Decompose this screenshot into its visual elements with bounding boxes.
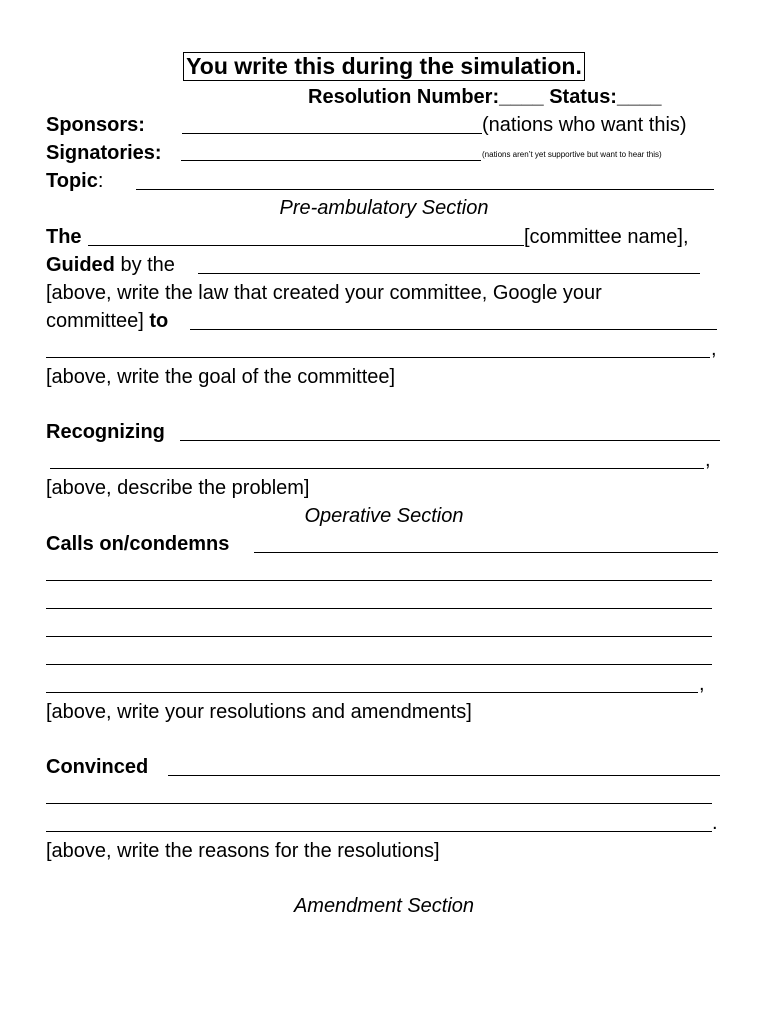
guided-rest: by the: [114, 254, 175, 276]
worksheet-title: [0, 52, 768, 81]
calls-blank-5[interactable]: [46, 664, 712, 665]
convinced-label: Convinced: [46, 756, 149, 778]
recognizing-blank-2[interactable]: [50, 468, 704, 469]
recognizing-blank-1[interactable]: [180, 440, 720, 441]
committee-to-line: [46, 309, 168, 333]
committee-name-note: [committee name],: [524, 226, 689, 248]
calls-blank-2[interactable]: [46, 580, 712, 581]
topic-blank[interactable]: [136, 189, 714, 190]
topic-label: Topic: [46, 170, 98, 192]
guided-word: Guided: [46, 254, 115, 276]
committee-name-blank[interactable]: [88, 245, 524, 246]
sponsors-label: Sponsors:: [46, 114, 145, 136]
law-instruction: [above, write the law that created your committee, Google your: [46, 282, 602, 304]
signatories-label: Signatories:: [46, 142, 162, 164]
problem-instruction: [above, describe the problem]: [46, 477, 310, 499]
amendment-heading: Amendment Section: [293, 895, 475, 917]
title-box: You write this during the simulation.: [183, 52, 585, 81]
calls-comma: ,: [699, 673, 705, 695]
status-blank[interactable]: ____: [616, 86, 662, 108]
the-label: The: [46, 226, 82, 248]
topic-colon: :: [97, 170, 104, 192]
goal-blank-1[interactable]: [190, 329, 717, 330]
convinced-blank-2[interactable]: [46, 803, 712, 804]
calls-blank-4[interactable]: [46, 636, 712, 637]
signatories-note: (nations aren’t yet supportive but want to hear this): [482, 150, 662, 159]
sponsors-note: (nations who want this): [482, 114, 687, 136]
calls-blank-1[interactable]: [254, 552, 718, 553]
to-word: to: [149, 310, 169, 332]
operative-heading: Operative Section: [304, 505, 464, 527]
resolution-number-blank[interactable]: ____: [499, 86, 544, 108]
sponsors-blank[interactable]: [182, 133, 482, 134]
recognizing-label: Recognizing: [46, 421, 165, 443]
preambulatory-heading: Pre-ambulatory Section: [279, 197, 489, 219]
calls-label: Calls on/condemns: [46, 533, 230, 555]
calls-blank-6[interactable]: [46, 692, 698, 693]
resolution-status-line: [308, 85, 661, 109]
calls-blank-3[interactable]: [46, 608, 712, 609]
reasons-instruction: [above, write the reasons for the resolutions]: [46, 840, 440, 862]
resolution-number-label: Resolution Number:: [308, 86, 500, 108]
goal-instruction: [above, write the goal of the committee]: [46, 366, 396, 388]
recognizing-comma: ,: [705, 449, 711, 471]
guided-blank[interactable]: [198, 273, 700, 274]
convinced-period: .: [712, 812, 718, 834]
convinced-blank-1[interactable]: [168, 775, 720, 776]
status-label: Status:: [549, 86, 617, 108]
convinced-blank-3[interactable]: [46, 831, 712, 832]
resolutions-instruction: [above, write your resolutions and amendments]: [46, 701, 472, 723]
topic-line: [46, 169, 103, 193]
committee-prefix: committee]: [46, 310, 144, 332]
signatories-blank[interactable]: [181, 160, 481, 161]
goal-blank-2[interactable]: [46, 357, 710, 358]
guided-line: [46, 253, 175, 277]
goal-comma: ,: [711, 338, 717, 360]
